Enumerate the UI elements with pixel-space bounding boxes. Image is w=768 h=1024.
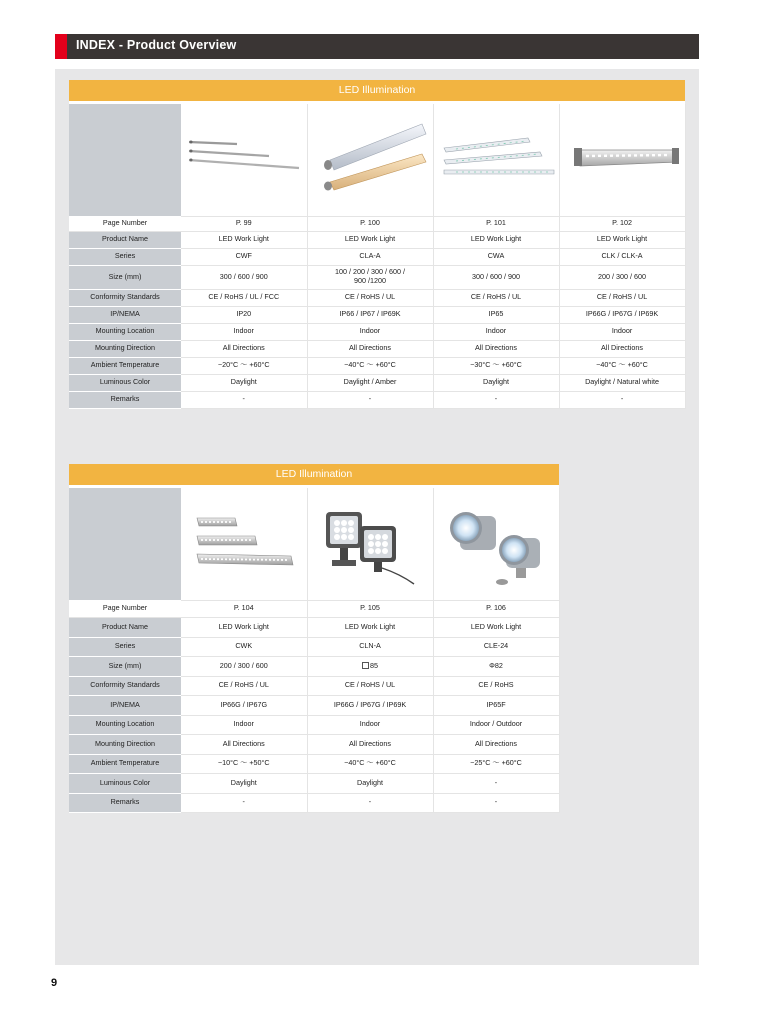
table-row: Conformity Standards CE / RoHS / UL CE / RoHS / UL CE / RoHS <box>69 676 559 695</box>
section-title: LED Illumination <box>69 80 685 101</box>
section-title: LED Illumination <box>69 464 559 485</box>
table-row: IP/NEMA IP20 IP66 / IP67 / IP69K IP65 IP66G / IP67G / IP69K <box>69 306 685 323</box>
table-row: Series CWF CLA-A CWA CLK / CLK-A <box>69 248 685 265</box>
table-row: Luminous Color Daylight Daylight / Amber Daylight Daylight / Natural white <box>69 374 685 391</box>
product-image-cwk <box>181 488 307 600</box>
table-row: Mounting Direction All Directions All Directions All Directions All Directions <box>69 340 685 357</box>
table-row: Size (mm) 300 / 600 / 900 100 / 200 / 300 / 600 / 900 /1200 300 / 600 / 900 200 / 300 / 600 <box>69 265 685 289</box>
table-row: Mounting Location Indoor Indoor Indoor Indoor <box>69 323 685 340</box>
table-row: IP/NEMA IP66G / IP67G IP66G / IP67G / IP69K IP65F <box>69 695 559 715</box>
table-row: Ambient Temperature −20°C ～ +60°C −40°C ～ +60°C −30°C ～ +60°C −40°C ～ +60°C <box>69 357 685 374</box>
product-image-row <box>69 488 559 600</box>
page-number: 9 <box>51 977 58 989</box>
header-accent-block <box>55 34 67 59</box>
product-image-row <box>69 104 685 216</box>
page-header <box>55 34 699 59</box>
table-row: Page Number P. 104 P. 105 P. 106 <box>69 600 559 617</box>
square-size-icon <box>362 662 369 669</box>
table-row: Remarks - - - - <box>69 391 685 408</box>
product-image-cle-24 <box>433 488 559 600</box>
table-row: Mounting Direction All Directions All Directions All Directions <box>69 734 559 754</box>
product-image-cwf <box>181 104 307 216</box>
product-image-cln-a <box>307 488 433 600</box>
product-table-2 <box>69 464 560 813</box>
table-row: Ambient Temperature −10°C ～ +50°C −40°C ～ +60°C −25°C ～ +60°C <box>69 754 559 773</box>
page-title: INDEX - Product Overview <box>76 38 237 52</box>
table-row: Product Name LED Work Light LED Work Light LED Work Light <box>69 617 559 637</box>
section-banner <box>69 80 685 101</box>
table-row: Series CWK CLN-A CLE-24 <box>69 637 559 656</box>
table-row: Page Number P. 99 P. 100 P. 101 P. 102 <box>69 216 685 231</box>
table-row: Luminous Color Daylight Daylight - <box>69 773 559 793</box>
product-image-clk <box>559 104 685 216</box>
product-image-cwa <box>433 104 559 216</box>
table-row: Product Name LED Work Light LED Work Light LED Work Light LED Work Light <box>69 231 685 248</box>
table-row: Remarks - - - <box>69 793 559 812</box>
table-row: Conformity Standards CE / RoHS / UL / FCC CE / RoHS / UL CE / RoHS / UL CE / RoHS / UL <box>69 289 685 306</box>
section-banner <box>69 464 559 485</box>
table-row: Size (mm) 200 / 300 / 600 85 Φ82 <box>69 656 559 676</box>
product-image-cla-a <box>307 104 433 216</box>
product-table-1 <box>69 80 686 409</box>
table-row: Mounting Location Indoor Indoor Indoor / Outdoor <box>69 715 559 734</box>
